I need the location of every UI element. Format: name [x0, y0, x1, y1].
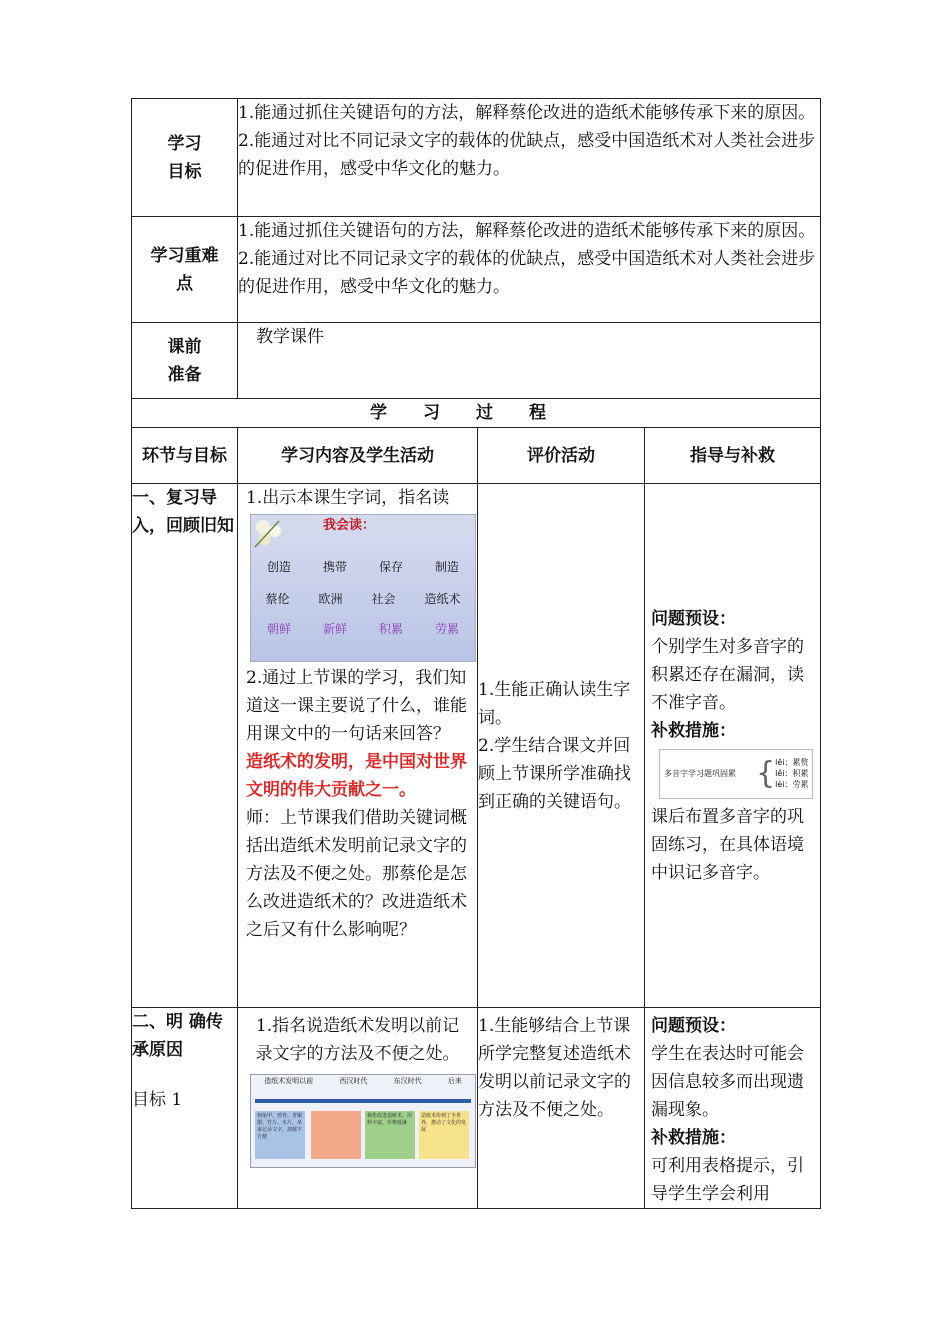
word: 朝鲜 — [266, 622, 291, 636]
goal-label-line1: 学习 — [167, 133, 202, 154]
stage2-problem-label: 问题预设： — [651, 1016, 736, 1036]
flower-icon — [253, 517, 287, 551]
timeline-head: 东汉时代 — [393, 1077, 422, 1085]
stage1-content — [238, 484, 478, 1008]
process-title-row — [132, 399, 821, 428]
stage1-intro: 1.出示本课生字词，指名读 — [246, 488, 450, 508]
key-points-row — [132, 217, 821, 323]
word: 新鲜 — [322, 622, 347, 636]
stage1-problem-label: 问题预设： — [651, 608, 736, 629]
word-card-row-2 — [251, 591, 475, 607]
key-point-item-2: 2.能通过对比不同记录文字的载体的优缺点，感受中国造纸术对人类社会进步的促进作用，感受中华文化的魅力。 — [238, 249, 816, 297]
timeline-box-2 — [311, 1111, 361, 1159]
prep-content: 教学课件 — [238, 323, 821, 399]
key-points-label — [132, 217, 238, 323]
key-point-item-1: 1.能通过抓住关键语句的方法，解释蔡伦改进的造纸术能够传承下来的原因。 — [238, 221, 816, 241]
word: 创造 — [266, 560, 291, 574]
process-title: 学习过程 — [132, 399, 821, 428]
prep-label-line1: 课前 — [167, 336, 202, 357]
timeline-bar — [255, 1099, 471, 1103]
stage2-title-text: 二、明 确传承原因 — [132, 1012, 223, 1060]
timeline-head: 后来 — [447, 1077, 462, 1085]
word-card-row-3 — [251, 621, 475, 637]
stage1-evaluation — [478, 484, 645, 1008]
key-points-label-line1: 学习重难 — [150, 245, 219, 266]
stage2-remedy: 可利用表格提示，引导学生学会利用 — [651, 1156, 804, 1204]
stage1-remedy-label: 补救措施： — [651, 720, 736, 741]
goal-item-2: 2.能通过对比不同记录文字的载体的优缺点，感受中国造纸术对人类社会进步的促进作用，感受中华文化的魅力。 — [238, 131, 816, 179]
word: 携带 — [322, 560, 347, 574]
timeline-heads — [251, 1077, 475, 1086]
stage1-remedy: 课后布置多音字的巩固练习，在具体语境中识记多音字。 — [651, 806, 804, 883]
word: 蔡伦 — [265, 592, 290, 606]
word-card-row-1 — [251, 559, 475, 575]
stage2-guidance — [645, 1008, 821, 1209]
col-header-content: 学习内容及学生活动 — [238, 428, 478, 484]
polyphone-item: lèi：劳累 — [775, 780, 809, 789]
stage2-evaluation: 1.生能够结合上节课所学完整复述造纸术发明以前记录文字的方法及不便之处。 — [478, 1008, 645, 1209]
word: 积累 — [378, 622, 403, 636]
goal-row — [132, 99, 821, 217]
stage2-problem: 学生在表达时可能会因信息较多而出现遗漏现象。 — [651, 1044, 804, 1120]
word: 保存 — [378, 560, 403, 574]
col-header-stage: 环节与目标 — [132, 428, 238, 484]
col-header-evaluation: 评价活动 — [478, 428, 645, 484]
stage1-question: 2.通过上节课的学习，我们知道这一课主要说了什么，谁能用课文中的一句话来回答？ — [246, 668, 467, 744]
timeline-head: 西汉时代 — [339, 1077, 368, 1085]
goal-item-1: 1.能通过抓住关键语句的方法，解释蔡伦改进的造纸术能够传承下来的原因。 — [238, 103, 816, 123]
stage1-teacher: 师：上节课我们借助关键词概括出造纸术发明前记录文字的方法及不便之处。那蔡伦是怎么改进造纸术的？改进造纸术之后又有什么影响呢？ — [246, 808, 467, 940]
stage2-remedy-label: 补救措施： — [651, 1128, 736, 1148]
polyphone-item: lěi：累赘 — [775, 758, 809, 767]
stage1-problem: 个别学生对多音字的积累还存在漏洞，读不准字音。 — [651, 636, 804, 713]
stage1-guidance — [645, 484, 821, 1008]
key-points-label-line2: 点 — [176, 273, 193, 294]
timeline-box-3: 蔡伦改进造纸术，用料丰富，价格低廉 — [365, 1111, 415, 1159]
brace-icon: { — [756, 755, 776, 791]
word-card-title: 我会读： — [323, 518, 376, 533]
polyphone-item: lěi：积累 — [775, 769, 809, 778]
prep-row — [132, 323, 821, 399]
stage2-title — [132, 1008, 238, 1209]
word-card-image — [250, 514, 476, 662]
prep-label-line2: 准备 — [167, 364, 202, 385]
polyphone-list — [775, 757, 808, 790]
stage2-content — [238, 1008, 478, 1209]
timeline-image — [250, 1074, 476, 1168]
prep-label — [132, 323, 238, 399]
stage1-title-text: 一、复习导入，回顾旧知 — [132, 488, 234, 536]
word: 社会 — [371, 592, 396, 606]
column-header-row — [132, 428, 821, 484]
goal-content — [238, 99, 821, 217]
timeline-head: 造纸术发明以前 — [264, 1077, 314, 1085]
word: 欧洲 — [318, 592, 343, 606]
word: 劳累 — [434, 622, 459, 636]
key-points-content — [238, 217, 821, 323]
col-header-guidance: 指导与补救 — [645, 428, 821, 484]
timeline-box-1: 刻龟甲、兽骨，青铜器、竹片、木片，帛来记录文字，却都不方便 — [255, 1111, 305, 1159]
polyphone-label: 多音字学习题巩固累 — [664, 768, 736, 778]
timeline-box-4: 造纸术传到了全世界，推动了文化的发展 — [419, 1111, 469, 1159]
stage2-question: 1.指名说造纸术发明以前记录文字的方法及不便之处。 — [255, 1016, 460, 1064]
word: 造纸术 — [424, 592, 461, 606]
goal-label-line2: 目标 — [167, 161, 202, 182]
stage1-row — [132, 484, 821, 1008]
stage1-eval-1: 1.生能正确认读生字词。 — [478, 679, 631, 728]
word: 制造 — [434, 560, 459, 574]
polyphone-image — [659, 749, 813, 799]
stage1-answer: 造纸术的发明，是中国对世界文明的伟大贡献之一。 — [246, 752, 467, 800]
stage2-row — [132, 1008, 821, 1209]
stage1-eval-2: 2.学生结合课文并回顾上节课所学准确找到正确的关键语句。 — [478, 735, 631, 812]
lesson-plan-table — [131, 98, 821, 1209]
stage1-title — [132, 484, 238, 1008]
stage2-target: 目标 1 — [132, 1090, 183, 1110]
goal-label — [132, 99, 238, 217]
